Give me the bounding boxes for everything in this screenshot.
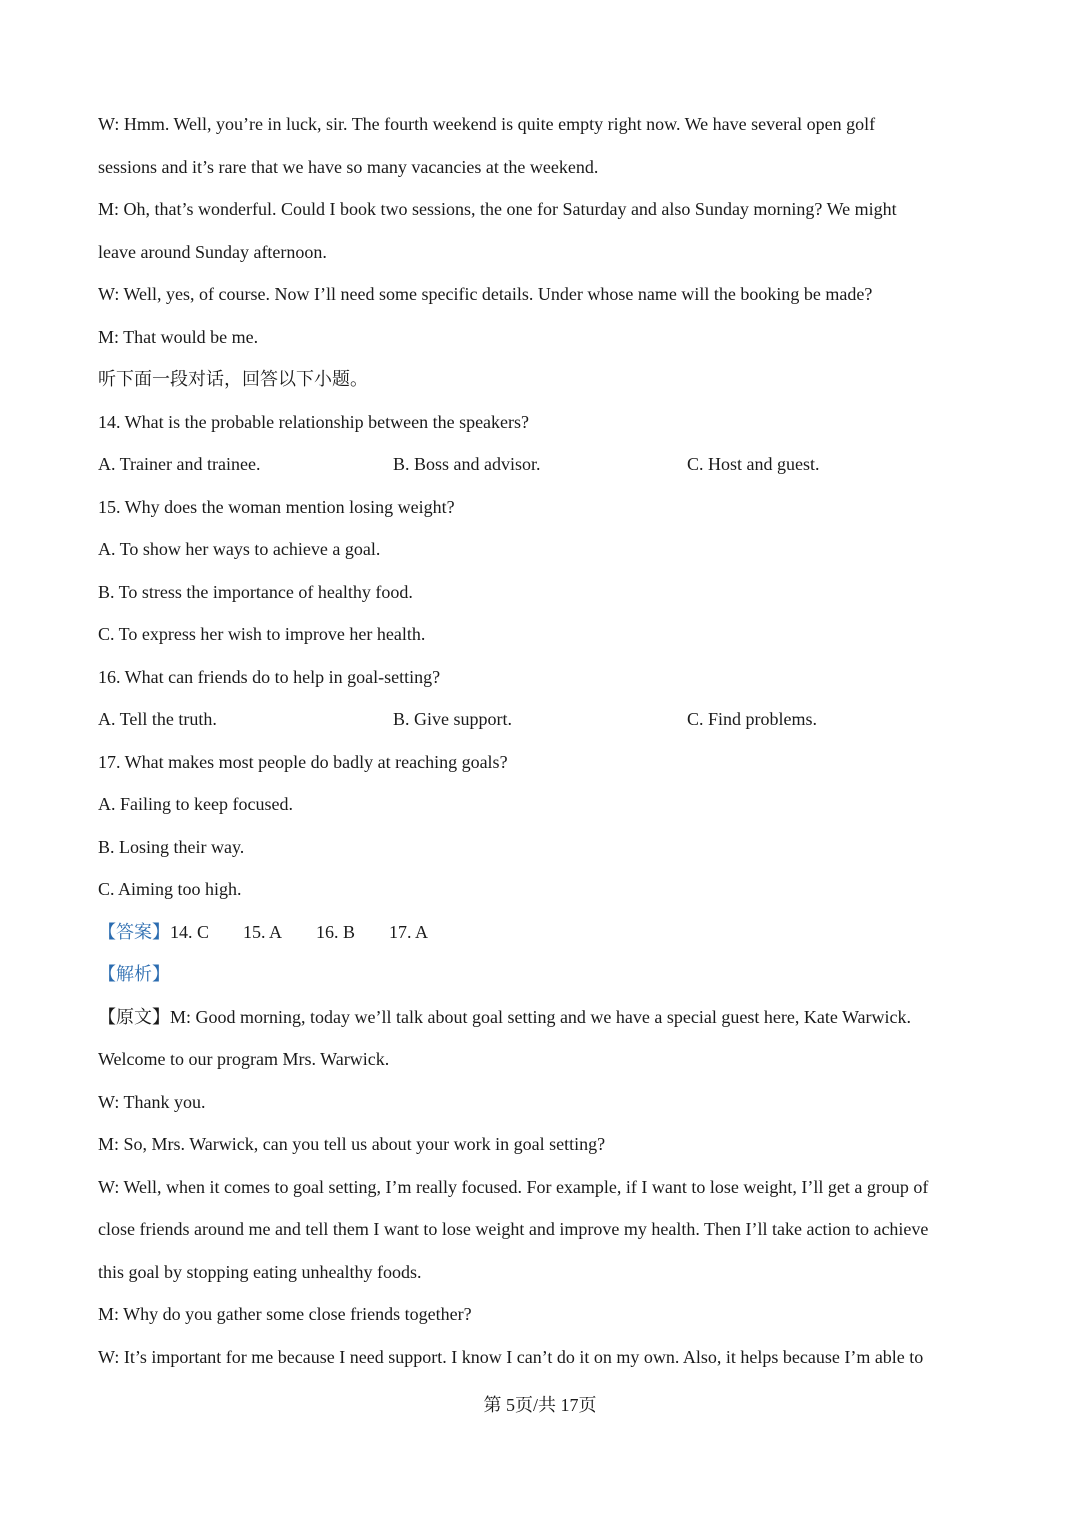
option-14-a: A. Trainer and trainee. — [98, 454, 261, 474]
option-15-a: A. To show her ways to achieve a goal. — [98, 539, 381, 559]
transcript-line: W: Well, when it comes to goal setting, I’m really focused. For example, if I want to lose weight, I’ll get a group of — [98, 1176, 929, 1197]
option-17-b: B. Losing their way. — [98, 836, 245, 857]
transcript-first-line — [98, 996, 998, 1039]
question-15: 15. Why does the woman mention losing weight? — [98, 496, 455, 517]
option-14-b: B. Boss and advisor. — [393, 454, 541, 474]
answer-item: 17. A — [389, 921, 429, 942]
question-17: 17. What makes most people do badly at reaching goals? — [98, 751, 508, 772]
question-14: 14. What is the probable relationship between the speakers? — [98, 411, 530, 432]
analysis-tag: 【解析】 — [98, 964, 170, 984]
transcript-tag: 【原文】 — [98, 1006, 170, 1027]
page-number-footer: 第 5页/共 17页 — [483, 1395, 597, 1415]
answer-line — [98, 911, 998, 954]
text-line: M: That would be me. — [98, 326, 259, 347]
option-16-c: C. Find problems. — [687, 709, 818, 729]
options-14 — [98, 443, 998, 486]
text-line: W: Well, yes, of course. Now I’ll need some specific details. Under whose name will the booking be made? — [98, 284, 873, 304]
option-14-c: C. Host and guest. — [687, 454, 820, 474]
option-17-a: A. Failing to keep focused. — [98, 794, 293, 814]
answer-item: 14. C — [170, 921, 210, 942]
transcript-line: M: So, Mrs. Warwick, can you tell us about your work in goal setting? — [98, 1134, 606, 1154]
answer-item: 16. B — [316, 921, 356, 942]
option-17-c: C. Aiming too high. — [98, 879, 242, 899]
answer-item: 15. A — [243, 921, 283, 942]
transcript-line: Welcome to our program Mrs. Warwick. — [98, 1049, 390, 1069]
document-page — [98, 103, 998, 1378]
option-15-c: C. To express her wish to improve her health. — [98, 624, 426, 644]
option-16-b: B. Give support. — [393, 709, 512, 729]
transcript-text: M: Good morning, today we’ll talk about goal setting and we have a special guest here, Kate Warwick. — [170, 1006, 912, 1027]
text-line: leave around Sunday afternoon. — [98, 241, 327, 262]
transcript-line: W: It’s important for me because I need support. I know I can’t do it on my own. Also, it helps because I’m able to — [98, 1346, 924, 1367]
transcript-line: this goal by stopping eating unhealthy foods. — [98, 1261, 422, 1282]
text-line: M: Oh, that’s wonderful. Could I book two sessions, the one for Saturday and also Sunday morning? We might — [98, 199, 897, 219]
option-15-b: B. To stress the importance of healthy food. — [98, 581, 413, 602]
options-16 — [98, 698, 998, 741]
section-instruction: 听下面一段对话，回答以下小题。 — [98, 369, 368, 389]
question-16: 16. What can friends do to help in goal-setting? — [98, 666, 441, 687]
text-line: W: Hmm. Well, you’re in luck, sir. The fourth weekend is quite empty right now. We have several open golf — [98, 114, 876, 134]
transcript-line: W: Thank you. — [98, 1091, 206, 1112]
analysis-line — [98, 953, 998, 996]
transcript-line: M: Why do you gather some close friends together? — [98, 1304, 472, 1324]
transcript-line: close friends around me and tell them I want to lose weight and improve my health. Then I’ll take action to achieve — [98, 1219, 929, 1239]
answer-tag: 【答案】 — [98, 921, 170, 942]
text-line: sessions and it’s rare that we have so many vacancies at the weekend. — [98, 156, 599, 177]
option-16-a: A. Tell the truth. — [98, 709, 217, 729]
